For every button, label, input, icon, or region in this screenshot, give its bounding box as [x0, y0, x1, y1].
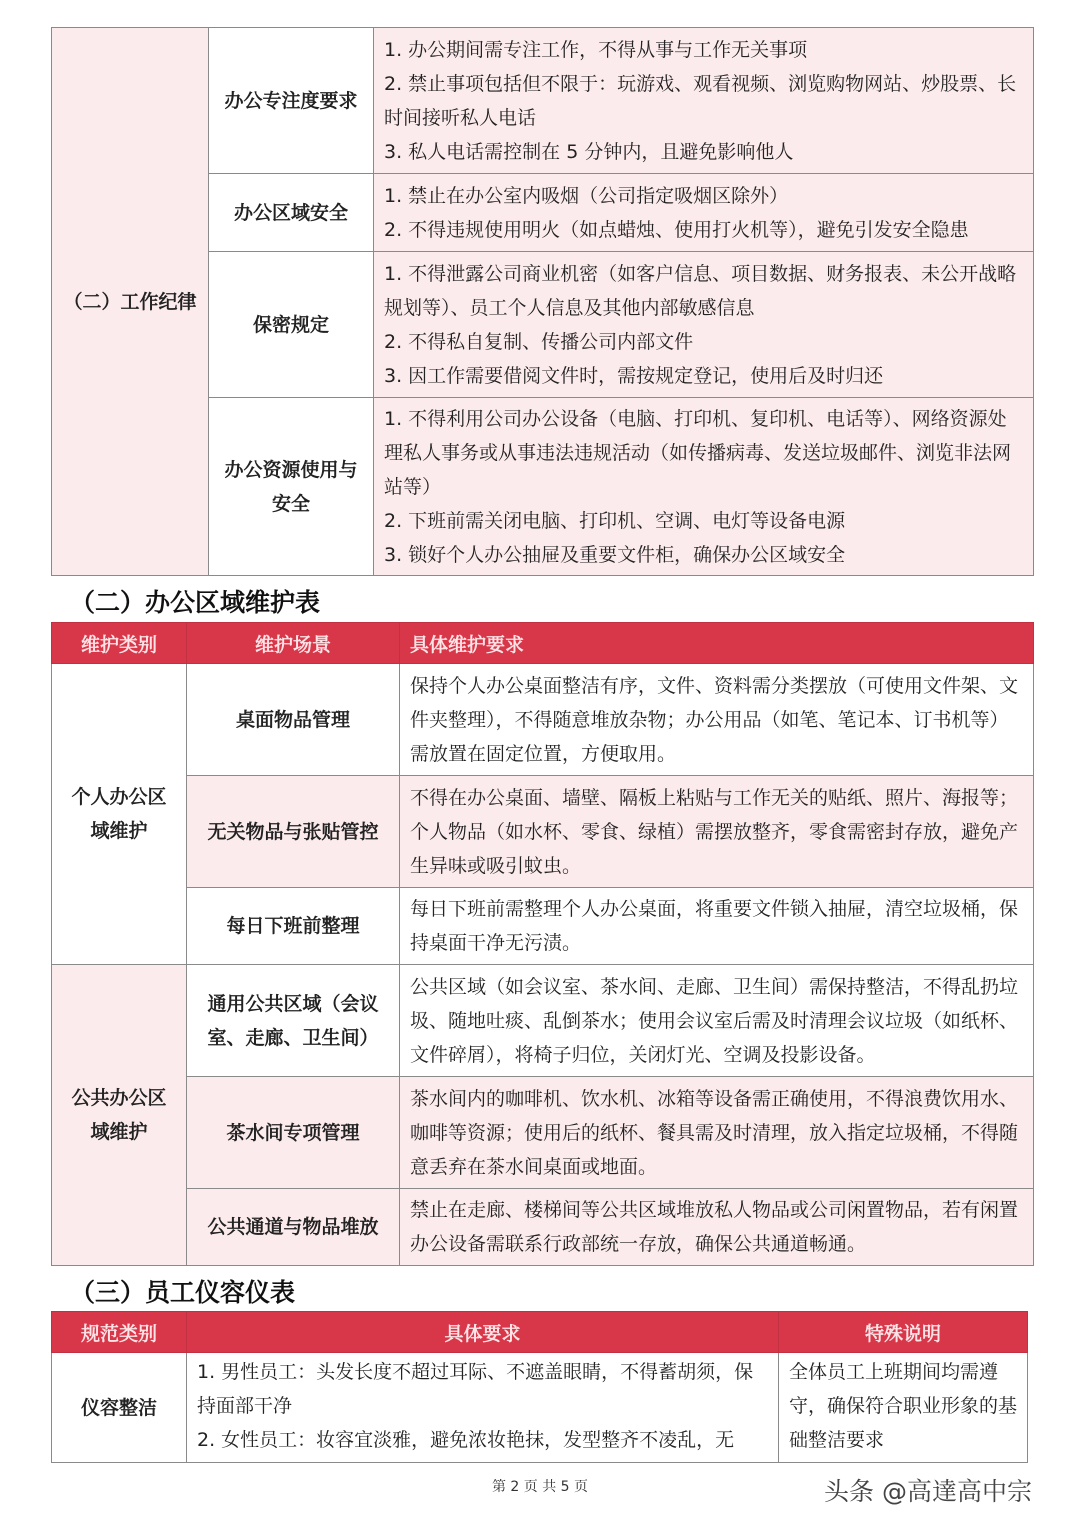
header-requirement: 具体要求: [187, 1312, 779, 1353]
category-grooming: 仪容整洁: [52, 1353, 187, 1463]
grooming-note: 全体员工上班期间均需遵守，确保符合职业形象的基础整洁要求: [779, 1353, 1028, 1463]
page-number: 第 2 页 共 5 页: [491, 1479, 589, 1495]
work-discipline-table: [51, 27, 1034, 576]
scene-irrelevant-items: 无关物品与张贴管控: [187, 776, 400, 888]
scene-desk-items: 桌面物品管理: [187, 664, 400, 776]
header-requirement: 具体维护要求: [400, 623, 1034, 664]
item-description: 1. 不得泄露公司商业机密（如客户信息、项目数据、财务报表、未公开战略规划等）、员工个人信息及其他内部敏感信息 2. 不得私自复制、传播公司内部文件 3. 因工作需要借阅文件时，需按规定登记，使用后及时归还: [374, 252, 1034, 398]
scene-daily-tidy: 每日下班前整理: [187, 888, 400, 965]
header-note: 特殊说明: [779, 1312, 1028, 1353]
header-category: 维护类别: [52, 623, 187, 664]
scene-requirement: 不得在办公桌面、墙壁、隔板上粘贴与工作无关的贴纸、照片、海报等；个人物品（如水杯、零食、绿植）需摆放整齐，零食需密封存放，避免产生异味或吸引蚊虫。: [400, 776, 1034, 888]
item-description: 1. 办公期间需专注工作，不得从事与工作无关事项 2. 禁止事项包括但不限于：玩游戏、观看视频、浏览购物网站、炒股票、长时间接听私人电话 3. 私人电话需控制在 5 分钟内，且避免影响他人: [374, 28, 1034, 174]
scene-requirement: 禁止在走廊、楼梯间等公共区域堆放私人物品或公司闲置物品，若有闲置办公设备需联系行政部统一存放，确保公共通道畅通。: [400, 1189, 1034, 1266]
section-title-appearance: （三）员工仪容仪表: [70, 1278, 296, 1307]
watermark: 头条 @高達高中宗: [824, 1477, 1032, 1506]
item-focus-requirement: 办公专注度要求: [209, 28, 374, 174]
scene-corridor: 公共通道与物品堆放: [187, 1189, 400, 1266]
category-personal-area: 个人办公区域维护: [52, 664, 187, 965]
item-resource-usage: 办公资源使用与安全: [209, 398, 374, 576]
scene-general-public: 通用公共区域（会议室、走廊、卫生间）: [187, 965, 400, 1077]
header-scene: 维护场景: [187, 623, 400, 664]
section-title-office-maintenance: （二）办公区域维护表: [70, 588, 321, 617]
header-norm-category: 规范类别: [52, 1312, 187, 1353]
scene-requirement: 茶水间内的咖啡机、饮水机、冰箱等设备需正确使用，不得浪费饮用水、咖啡等资源；使用后的纸杯、餐具需及时清理，放入指定垃圾桶，不得随意丢弃在茶水间桌面或地面。: [400, 1077, 1034, 1189]
scene-requirement: 每日下班前需整理个人办公桌面，将重要文件锁入抽屉，清空垃圾桶，保持桌面干净无污渍。: [400, 888, 1034, 965]
scene-pantry: 茶水间专项管理: [187, 1077, 400, 1189]
scene-requirement: 公共区域（如会议室、茶水间、走廊、卫生间）需保持整洁，不得乱扔垃圾、随地吐痰、乱倒茶水；使用会议室后需及时清理会议垃圾（如纸杯、文件碎屑），将椅子归位，关闭灯光、空调及投影设备。: [400, 965, 1034, 1077]
office-maintenance-table: [51, 622, 1034, 1266]
item-description: 1. 禁止在办公室内吸烟（公司指定吸烟区除外） 2. 不得违规使用明火（如点蜡烛、使用打火机等），避免引发安全隐患: [374, 174, 1034, 252]
category-work-discipline: （二）工作纪律: [52, 28, 209, 576]
item-confidentiality: 保密规定: [209, 252, 374, 398]
scene-requirement: 保持个人办公桌面整洁有序，文件、资料需分类摆放（可使用文件架、文件夹整理），不得随意堆放杂物；办公用品（如笔、笔记本、订书机等）需放置在固定位置，方便取用。: [400, 664, 1034, 776]
grooming-requirement: 1. 男性员工：头发长度不超过耳际、不遮盖眼睛，不得蓄胡须，保持面部干净 2. 女性员工：妆容宜淡雅，避免浓妆艳抹，发型整齐不凌乱，无: [187, 1353, 779, 1463]
category-public-area: 公共办公区域维护: [52, 965, 187, 1266]
appearance-table: [51, 1311, 1028, 1463]
item-description: 1. 不得利用公司办公设备（电脑、打印机、复印机、电话等）、网络资源处理私人事务或从事违法违规活动（如传播病毒、发送垃圾邮件、浏览非法网站等） 2. 下班前需关闭电脑、打印机、空调、电灯等设备电源 3. 锁好个人办公抽屉及重要文件柜，确保办公区域安全: [374, 398, 1034, 576]
item-office-safety: 办公区域安全: [209, 174, 374, 252]
